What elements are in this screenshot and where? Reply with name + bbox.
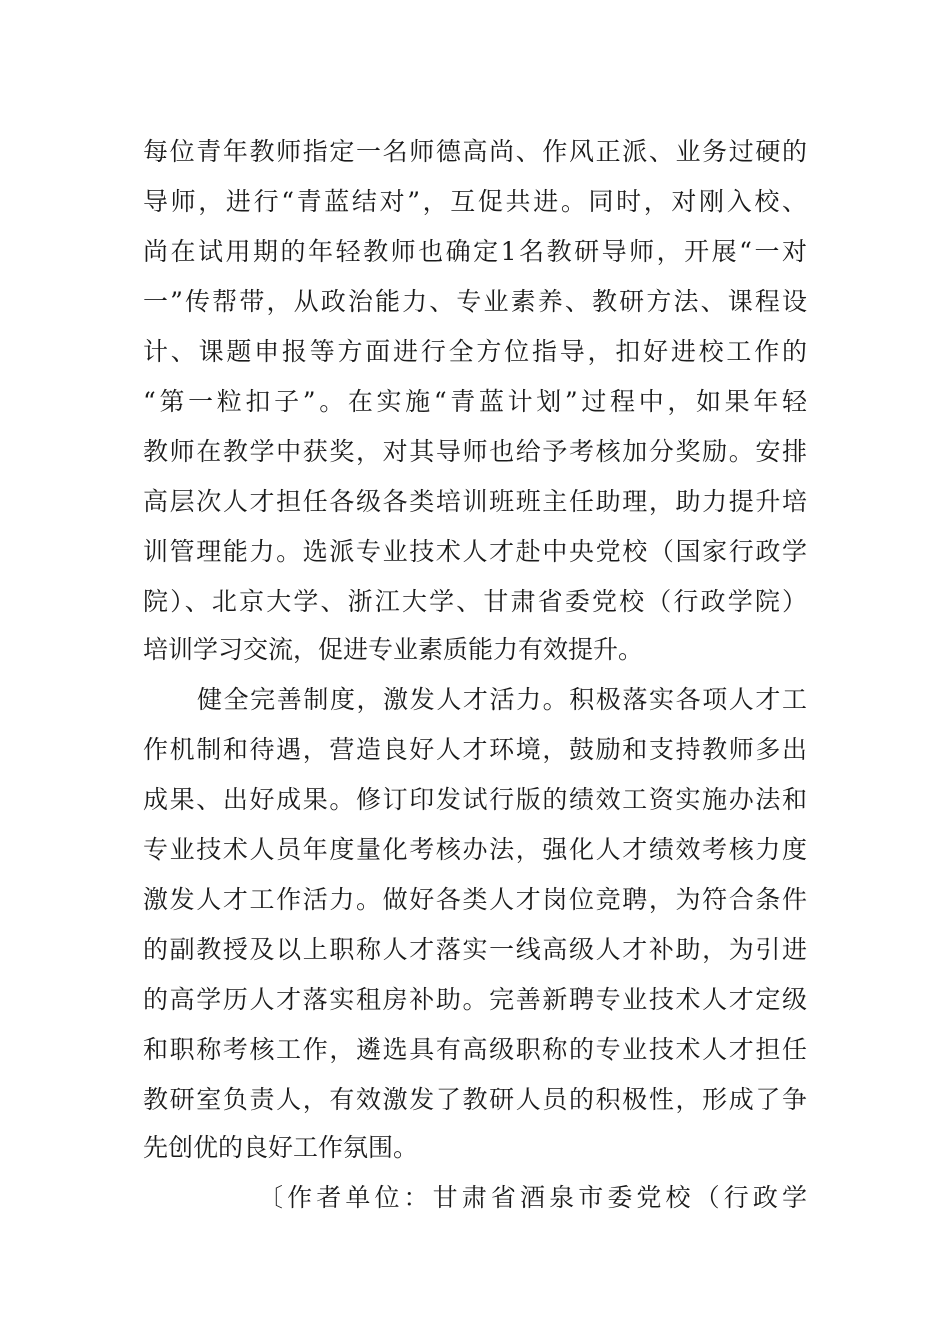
- text-line: 尚在试用期的年轻教师也确定1名教研导师，开展“一对: [143, 237, 807, 266]
- text-line: 一”传帮带，从政治能力、专业素养、教研方法、课程设: [143, 287, 807, 316]
- text-line: 的高学历人才落实租房补助。完善新聘专业技术人才定级: [143, 985, 807, 1014]
- text-line: 的副教授及以上职称人才落实一线高级人才补助，为引进: [143, 935, 807, 964]
- text-line: “第一粒扣子”。在实施“青蓝计划”过程中，如果年轻: [143, 387, 807, 416]
- text-line: 教师在教学中获奖，对其导师也给予考核加分奖励。安排: [143, 437, 807, 466]
- text-line: 计、课题申报等方面进行全方位指导，扣好进校工作的: [143, 337, 807, 366]
- text-line: 每位青年教师指定一名师德高尚、作风正派、业务过硬的: [143, 137, 807, 166]
- text-line: 高层次人才担任各级各类培训班班主任助理，助力提升培: [143, 487, 807, 516]
- text-line: 成果、出好成果。修订印发试行版的绩效工资实施办法和: [143, 785, 807, 814]
- text-line: 训管理能力。选派专业技术人才赴中央党校（国家行政学: [143, 537, 807, 566]
- text-line: 院）、北京大学、浙江大学、甘肃省委党校（行政学院）: [143, 587, 807, 616]
- text-line: 健全完善制度，激发人才活力。积极落实各项人才工: [197, 685, 807, 714]
- text-line: 和职称考核工作，遴选具有高级职称的专业技术人才担任: [143, 1035, 807, 1064]
- text-line: 激发人才工作活力。做好各类人才岗位竞聘，为符合条件: [143, 885, 807, 914]
- text-line: 先创优的良好工作氛围。: [143, 1133, 419, 1162]
- text-line: 培训学习交流，促进专业素质能力有效提升。: [143, 635, 644, 664]
- author-affiliation: 〔作者单位：甘肃省酒泉市委党校（行政学: [258, 1183, 807, 1212]
- text-line: 导师，进行“青蓝结对”，互促共进。同时，对刚入校、: [143, 187, 807, 216]
- text-line: 专业技术人员年度量化考核办法，强化人才绩效考核力度: [143, 835, 807, 864]
- text-line: 作机制和待遇，营造良好人才环境，鼓励和支持教师多出: [143, 735, 807, 764]
- text-line: 教研室负责人，有效激发了教研人员的积极性，形成了争: [143, 1085, 807, 1114]
